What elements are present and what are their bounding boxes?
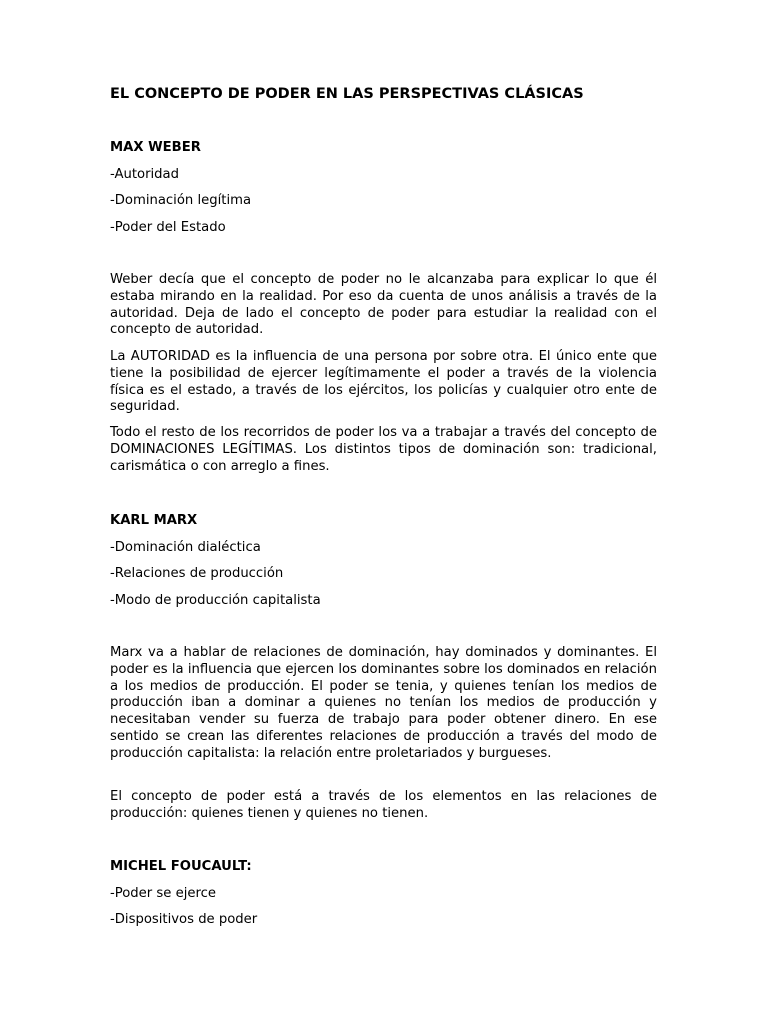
marx-item-modo: -Modo de producción capitalista: [110, 592, 321, 608]
weber-item-autoridad: -Autoridad: [110, 166, 179, 182]
weber-heading: MAX WEBER: [110, 140, 201, 155]
marx-item-dominacion: -Dominación dialéctica: [110, 539, 261, 555]
foucault-item-dispositivos: -Dispositivos de poder: [110, 912, 258, 927]
marx-section: [110, 512, 657, 618]
foucault-section: [110, 858, 657, 938]
weber-item-dominacion: -Dominación legítima: [110, 193, 252, 208]
marx-paragraph-2: El concepto de poder está a través de los elementos en las relaciones de producción: quienes tienen y quienes no tienen.: [110, 789, 657, 821]
weber-item-poder-estado: -Poder del Estado: [110, 219, 226, 235]
marx-heading: KARL MARX: [110, 513, 198, 528]
foucault-item-ejerce: -Poder se ejerce: [110, 885, 216, 901]
foucault-heading: MICHEL FOUCAULT:: [110, 859, 252, 874]
weber-paragraph-3: Todo el resto de los recorridos de poder los va a trabajar a través del concepto de DOMINACIONES LEGÍTIMAS. Los distintos tipos de dominación son: tradicional, carismática o con arreglo a fines.: [110, 425, 657, 474]
weber-paragraph-1: Weber decía que el concepto de poder no le alcanzaba para explicar lo que él estaba mirando en la realidad. Por eso da cuenta de unos análisis a través de la autoridad. Deja de lado el concepto de poder para estudiar la realidad con el concepto de autoridad.: [110, 272, 657, 338]
marx-item-relaciones: -Relaciones de producción: [110, 566, 284, 581]
weber-paragraph-2: La AUTORIDAD es la influencia de una persona por sobre otra. El único ente que tiene la posibilidad de ejercer legítimamente el poder a través de la violencia física es el estado, a través de los ejércitos, los policías y cualquier otro ente de seguridad.: [110, 349, 657, 415]
document-title: EL CONCEPTO DE PODER EN LAS PERSPECTIVAS CLÁSICAS: [110, 86, 584, 102]
weber-section: [110, 139, 657, 245]
marx-paragraph-1: Marx va a hablar de relaciones de dominación, hay dominados y dominantes. El poder es la influencia que ejercen los dominantes sobre los dominados en relación a los medios de producción. El poder se tenia, y quienes tenían los medios de producción iban a dominar a quienes no tenían los medios de producción y necesitaban vender su fuerza de trabajo para poder obtener dinero. En ese sentido se crean las diferentes relaciones de producción a través del modo de producción capitalista: la relación entre proletariados y burgueses.: [110, 645, 657, 761]
